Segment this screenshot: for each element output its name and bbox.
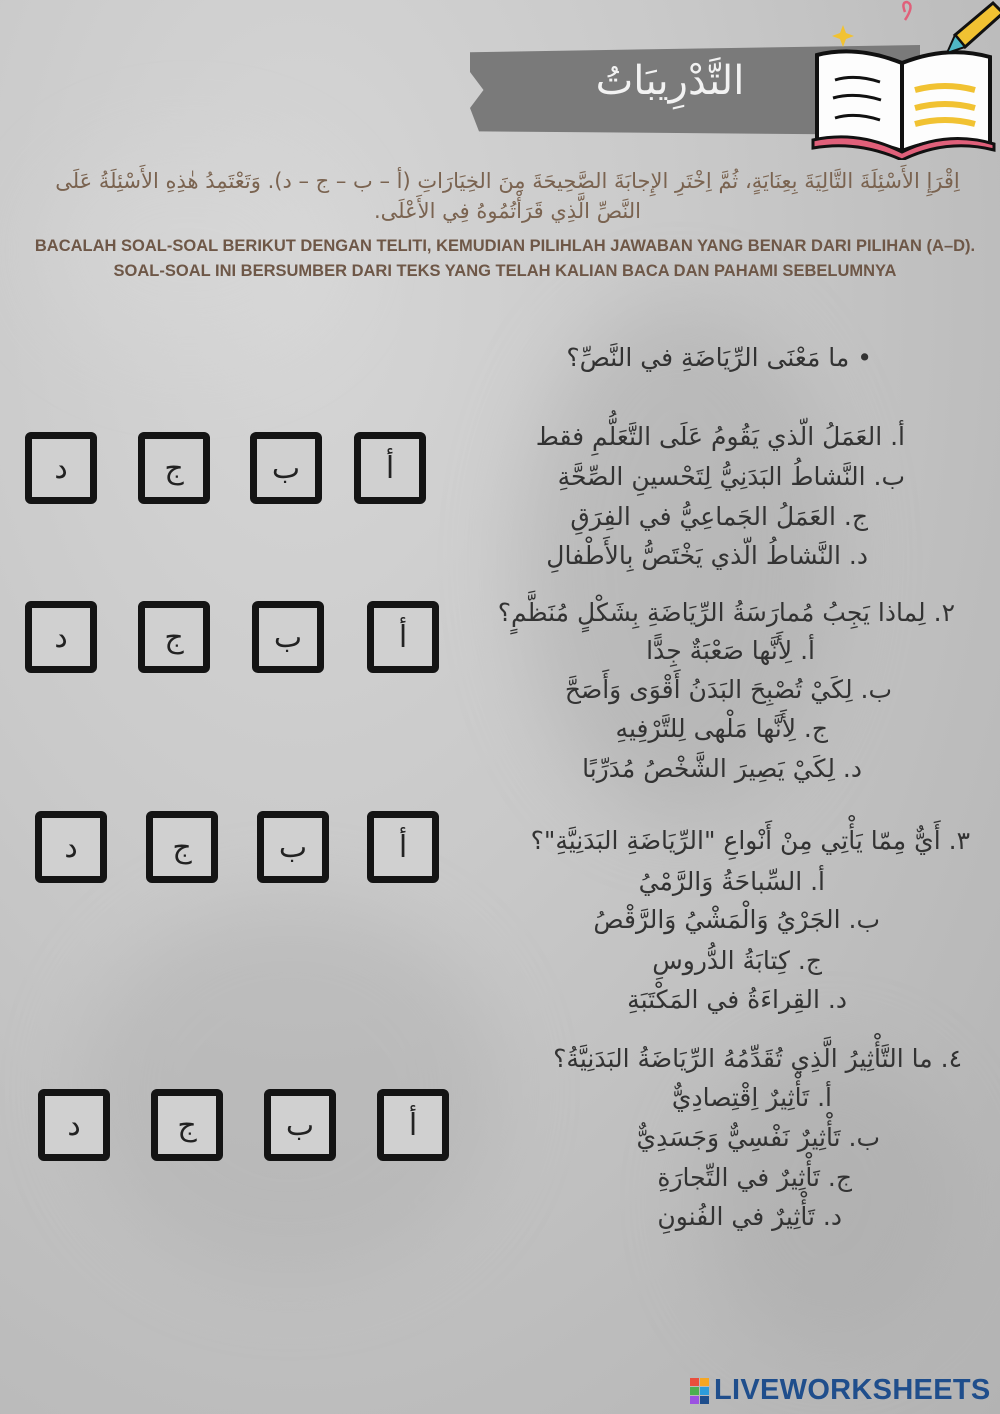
question-4-option-b: ب. تَأْثِيرٌ نَفْسِيٌّ وَجَسَدِيٌّ bbox=[636, 1123, 880, 1152]
question-4-answer-box-c[interactable]: ج bbox=[151, 1089, 223, 1161]
open-book-pencil-icon bbox=[805, 0, 1000, 160]
question-2-answer-box-c[interactable]: ج bbox=[138, 601, 210, 673]
question-4-prompt: ٤. ما التَّأْثِيرُ الَّذِي تُقَدِّمُهُ الرِّيَاضَةُ البَدَنِيَّةُ؟ bbox=[553, 1044, 962, 1073]
question-4-answer-box-b[interactable]: ب bbox=[264, 1089, 336, 1161]
question-3-answer-box-d[interactable]: د bbox=[35, 811, 107, 883]
instructions-indonesian: BACALAH SOAL-SOAL BERIKUT DENGAN TELITI, KEMUDIAN PILIHLAH JAWABAN YANG BENAR DARI PILIHAN (A–D). SOAL-SOAL INI BERSUMBER DARI TEKS YANG TELAH KALIAN BACA DAN PAHAMI SEBELUMNYA bbox=[34, 237, 976, 280]
question-3-answer-box-b[interactable]: ب bbox=[257, 811, 329, 883]
question-1-answer-box-b[interactable]: ب bbox=[250, 432, 322, 504]
question-2-answer-box-a[interactable]: أ bbox=[367, 601, 439, 673]
question-3-option-d: د. القِراءَةُ في المَكْتَبَةِ bbox=[627, 985, 847, 1014]
question-4-answer-box-d[interactable]: د bbox=[38, 1089, 110, 1161]
question-4-option-d: د. تَأْثِيرٌ في الفُنونِ bbox=[657, 1202, 842, 1231]
question-3-option-c: ج. كِتابَةُ الدُّروسِ bbox=[652, 946, 822, 975]
question-2-option-d: د. لِكَيْ يَصِيرَ الشَّخْصُ مُدَرِّبًا bbox=[582, 754, 862, 783]
question-3-option-b: ب. الجَرْيُ وَالْمَشْيُ وَالرَّقْصُ bbox=[593, 905, 880, 934]
question-1-option-b: ب. النَّشاطُ البَدَنِيُّ لِتَحْسينِ الصِّحَّةِ bbox=[557, 462, 905, 491]
question-1-answer-box-c[interactable]: ج bbox=[138, 432, 210, 504]
question-4-answer-box-a[interactable]: أ bbox=[377, 1089, 449, 1161]
question-1-prompt: • ما مَعْنَى الرِّيَاضَةِ في النَّصِّ؟ bbox=[566, 343, 872, 372]
question-4-option-a: أ. تَأْثِيرٌ اِقْتِصادِيٌّ bbox=[671, 1083, 832, 1112]
question-1-option-c: ج. العَمَلُ الجَماعِيُّ في الفِرَقِ bbox=[570, 502, 868, 531]
question-2-prompt: ٢. لِماذا يَجِبُ مُمارَسَةُ الرِّيَاضَةِ بِشَكْلٍ مُنَظَّمٍ؟ bbox=[497, 598, 955, 627]
question-2-option-c: ج. لِأَنَّها مَلْهى لِلتَّرْفِيهِ bbox=[615, 714, 828, 743]
question-2-answer-box-b[interactable]: ب bbox=[252, 601, 324, 673]
question-2-option-b: ب. لِكَيْ تُصْبِحَ البَدَنُ أَقْوَى وَأَصَحَّ bbox=[564, 675, 892, 704]
question-2-answer-box-d[interactable]: د bbox=[25, 601, 97, 673]
question-1-option-d: د. النَّشاطُ الّذي يَخْتَصُّ بِالأَطْفالِ bbox=[546, 541, 868, 570]
question-4-option-c: ج. تَأْثِيرٌ في التِّجارَةِ bbox=[657, 1163, 852, 1192]
question-1-answer-box-d[interactable]: د bbox=[25, 432, 97, 504]
footer-brand-text: LIVEWORKSHEETS bbox=[714, 1374, 991, 1406]
question-2-option-a: أ. لِأَنَّها صَعْبَةٌ جِدًّا bbox=[646, 636, 815, 665]
question-1-option-a: أ. العَمَلُ الّذي يَقُومُ عَلَى التَّعَلُّمِ فقط bbox=[535, 422, 905, 451]
question-1-answer-box-a[interactable]: أ bbox=[354, 432, 426, 504]
footer-brand bbox=[690, 1374, 991, 1407]
question-3-option-a: أ. السِّباحَةُ وَالرَّمْيُ bbox=[638, 867, 825, 896]
question-3-answer-box-a[interactable]: أ bbox=[367, 811, 439, 883]
question-3-prompt: ٣. أَيٌّ مِمّا يَأْتِي مِنْ أَنْواعِ "الرِّيَاضَةِ البَدَنِيَّةِ"؟ bbox=[530, 826, 970, 855]
liveworksheets-logo-icon bbox=[690, 1378, 710, 1404]
instructions-arabic: اِقْرَإِ الأَسْئِلَةَ التَّالِيَةَ بِعِنَايَةٍ، ثُمَّ اِخْتَرِ الإِجابَةَ الصَّحِيحَةَ مِنَ الخِيَارَاتِ (أ – ب – ج – د). وَتَعْتَمِدُ هٰذِهِ الأَسْئِلَةُ عَلَى النَّصِّ الَّذِي قَرَأْتُمُوهُ فِي الأَعْلَى. bbox=[55, 169, 960, 223]
page-title: التَّدْرِيبَاتُ bbox=[595, 58, 745, 104]
question-3-answer-box-c[interactable]: ج bbox=[146, 811, 218, 883]
